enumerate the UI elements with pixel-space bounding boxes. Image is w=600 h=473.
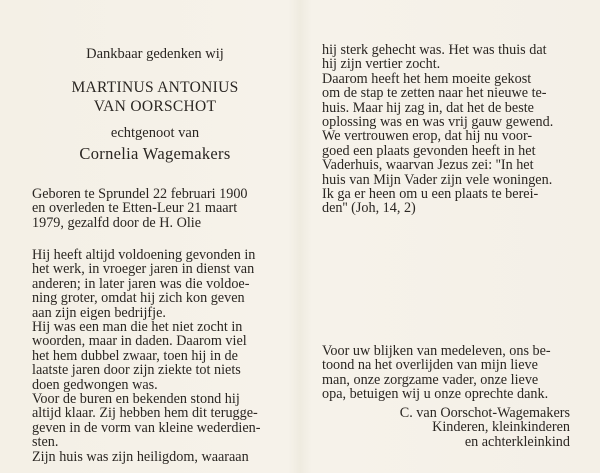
text-line: 1979, gezalfd door de H. Olie <box>32 214 202 231</box>
text-line: Vaderhuis, waarvan Jezus zei: ''In het <box>322 157 534 174</box>
text-line: anderen; in later jaren was die voldoe- <box>32 275 250 292</box>
name-line: MARTINUS ANTONIUS <box>71 79 239 96</box>
text-line: Hij was een man die het niet zocht in <box>32 319 243 336</box>
biography-continued <box>322 43 570 216</box>
text-line: toond na het overlijden van mijn lieve <box>322 357 538 374</box>
text-line: woorden, maar in daden. Daarom viel <box>32 333 247 350</box>
text-line: huis. Maar hij zag in, dat het de beste <box>322 99 534 116</box>
text-line: het hem dubbel zwaar, toen hij in de <box>32 347 238 364</box>
right-page <box>300 0 600 473</box>
text-line: Geboren te Sprundel 22 februari 1900 <box>32 186 248 202</box>
text-line: geven in de vorm van kleine wederdien- <box>32 419 261 436</box>
text-line: huis van Mijn Vader zijn vele woningen. <box>322 171 553 188</box>
text-line: Voor uw blijken van medeleven, ons be- <box>322 343 551 359</box>
text-line: en overleden te Etten-Leur 21 maart <box>32 200 238 217</box>
text-line: ning groter, omdat hij zich kon geven <box>32 290 245 307</box>
text-line: den'' (Joh, 14, 2) <box>322 200 416 217</box>
text-line: Zijn huis was zijn heiligdom, waaraan <box>32 448 249 465</box>
biography-text <box>32 248 279 464</box>
text-line: sten. <box>32 434 59 451</box>
text-line: Daarom heeft het hem moeite gekost <box>322 70 532 87</box>
text-line: altijd klaar. Zij hebben hem dit terugge- <box>32 405 258 422</box>
signature-line: Kinderen, kleinkinderen <box>432 419 570 436</box>
text-line: doen gedwongen was. <box>32 376 158 393</box>
signature-line: en achterkleinkind <box>464 433 570 450</box>
birth-death-paragraph <box>32 187 279 230</box>
deceased-name <box>40 78 270 116</box>
spouse-name: Cornelia Wagemakers <box>79 144 231 163</box>
text-line: hij sterk gehecht was. Het was thuis dat <box>322 42 547 58</box>
text-line: man, onze zorgzame vader, onze lieve <box>322 371 539 388</box>
text-line: laatste jaren door zijn ziekte tot niets <box>32 362 241 379</box>
text-line: Hij heeft altijd voldoening gevonden in <box>32 247 256 263</box>
text-line: We vertrouwen erop, dat hij nu voor- <box>322 128 533 145</box>
text-line: aan zijn eigen bedrijfje. <box>32 304 166 321</box>
text-line: het werk, in vroeger jaren in dienst van <box>32 261 255 278</box>
spouse-label: echtgenoot van <box>110 125 200 141</box>
text-line: hij zijn vertier zocht. <box>322 56 441 73</box>
text-line: oplossing was en was vrij gauw gewend. <box>322 114 554 131</box>
text-line: goed een plaats gevonden heeft in het <box>322 142 536 159</box>
text-line: om de stap te zetten naar het nieuwe te- <box>322 85 547 102</box>
text-line: Ik ga er heen om u een plaats te berei- <box>322 186 539 203</box>
signature-line: C. van Oorschot-Wagemakers <box>399 405 570 421</box>
text-line: opa, betuigen wij u onze oprechte dank. <box>322 386 549 403</box>
signature-block <box>322 406 570 449</box>
intro-text: Dankbaar gedenken wij <box>86 46 224 62</box>
name-line: VAN OORSCHOT <box>93 98 217 115</box>
thanks-paragraph <box>322 344 570 402</box>
text-line: Voor de buren en bekenden stond hij <box>32 391 240 408</box>
